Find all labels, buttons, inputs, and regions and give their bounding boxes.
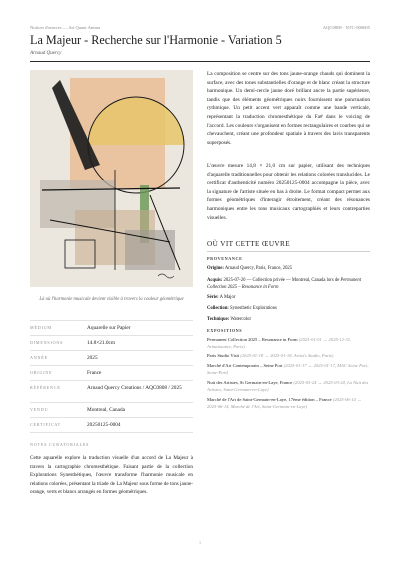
exposition-item [207, 337, 370, 351]
meta-row-year [30, 350, 193, 365]
meta-row-medium [30, 320, 193, 335]
meta-value: Aquarelle sur Papier [87, 325, 131, 331]
meta-key: DIMENSIONS [30, 340, 64, 345]
exposition-item [207, 380, 370, 394]
meta-row-dimensions [30, 335, 193, 350]
meta-row-sold [30, 402, 193, 417]
title-divider [30, 61, 370, 62]
description-paragraph-1: La composition se centre sur des tons jaune-orange chauds qui dominent la surface, avec des tones substantielles d'orange et de blanc créant la structure harmonique. Un demi-cercle jaune doré brillant ancre la partie supérieure, tandis que des éléments géométriques noirs fournissent une ponctuation rythmique. Un petit accent vert apparaît comme une bande verticale, représentant la traduction chromesthétique du Fa# dans le voicing de l'accord. Les couleurs s'organisent en formes rectangulaires et courbes qui se chevauchent, créant une profondeur spatiale à travers des lavis transparents superposés. [207, 71, 370, 146]
provenance-technique [207, 316, 370, 323]
notes-heading: NOTES CURATORIALES [30, 442, 90, 447]
meta-key: CERTIFICAT [30, 422, 61, 427]
meta-row-origin [30, 365, 193, 380]
acquired-label: Acquis: [207, 278, 223, 283]
collection-label: Collection: [207, 306, 229, 311]
meta-value: 14.8×21.0cm [87, 340, 115, 346]
exposition-detail: (2025-03-24 → 2025-03-24, La Nuit des Artistes, Saint-Germain-en-Laye) [207, 380, 369, 392]
series-label: Série: [207, 295, 219, 300]
exposition-name: Marché d'Art Contemporain – Seine Port [207, 363, 283, 368]
provenance-origin [207, 265, 370, 272]
provenance-series [207, 294, 370, 301]
metadata-table [30, 320, 193, 433]
provenance-heading: PROVENANCE [207, 256, 243, 261]
meta-key: ANNÉE [30, 355, 48, 360]
page-number: 1 [198, 540, 202, 545]
meta-key: VENDU [30, 407, 49, 412]
meta-key: MÉDIUM [30, 325, 52, 330]
technique-label: Technique: [207, 317, 230, 322]
meta-key: RÉFÉRENCE [30, 385, 61, 390]
exposition-detail: (2025-01-18 → 2025-01-18, Artist's Studio, Paris) [240, 353, 334, 358]
acquired-event: Permanent Collection 2025 – Resonance in Form [207, 278, 362, 290]
meta-row-certificate [30, 417, 193, 433]
acquired-value: 2025-07-20 — Collection privée — Montreal, Canada lors de [223, 278, 340, 283]
artwork-caption: Là où l'harmonie musicale devient visible à travers la couleur géométrique [39, 297, 184, 302]
provenance-acquired [207, 277, 370, 291]
curatorial-notes: Cette aquarelle explore la traduction visuelle d'un accord de La Majeur à travers la cartographie chromesthétique. Faisant partie de la collection Explorations Synesthétiques, l'œuvre transforme l'harmonie musicale en relations colorées, présentant la triade de La Majeur sous forme de tons jaune-orange, verts et blancs arrangés en formes géométriques. [30, 455, 193, 496]
where-divider [207, 251, 370, 252]
exposition-name: Marché de l'Art de Saint-Germain-en-Laye, 17ème édition – France [207, 397, 332, 402]
reference-code: AQC0808 · NTC-000605 [322, 25, 370, 30]
exposition-item [207, 353, 370, 360]
origin-value: Arnaud Quercy, Paris, France, 2025 [224, 266, 293, 271]
meta-value: France [87, 370, 102, 376]
provenance-collection [207, 305, 370, 312]
breadcrumb: Notices d'œuvres — Art Quant Anima [30, 25, 101, 30]
artist-name: Arnaud Quercy [30, 50, 62, 56]
meta-key: ORIGINE [30, 370, 53, 375]
exposition-detail: (2025-06-14 → 2025-06-14, Marché de l'Art, Saint-Germain-en-Laye) [207, 397, 362, 409]
meta-row-reference [30, 380, 193, 402]
collection-value: Synesthetic Explorations [230, 306, 277, 311]
exposition-name: Nuit des Artistes, St Germain-en-Laye, France [207, 380, 293, 385]
technique-value: Watercolor [230, 317, 252, 322]
meta-value: Montreal, Canada [87, 407, 125, 413]
origin-label: Origine: [207, 266, 224, 271]
artwork-image [30, 70, 193, 287]
exposition-detail: (2025-01-01 → 2025-12-31, Artnaissance, Paris) [207, 337, 352, 349]
page-title: La Majeur - Recherche sur l'Harmonie - Variation 5 [30, 33, 282, 47]
meta-value: 20250125-0004 [87, 422, 121, 428]
exposition-item [207, 363, 370, 377]
series-value: A Major [219, 295, 236, 300]
exposition-item [207, 397, 370, 411]
expositions-heading: EXPOSITIONS [207, 328, 243, 333]
description-paragraph-2: L'œuvre mesure 14,8 × 21,0 cm sur papier, utilisant des techniques d'aquarelle traditionnelles pour obtenir les relations colorées translucides. Le certificat d'authenticité numéro 20250125-0004 accompagne la pièce, avec la signature de l'artiste située en bas à droite. Le format compact permet aux formes géométriques d'interagir étroitement, créant des résonances harmoniques entre les tons musicaux cartographiés et leurs contreparties visuelles. [207, 163, 370, 221]
exposition-name: Paris Studio Visit [207, 353, 240, 358]
exposition-detail: (2025-01-17 → 2025-01-17, MAC Seine Port, Seine-Port) [207, 363, 369, 375]
where-heading: OÙ VIT CETTE ŒUVRE [207, 240, 290, 248]
exposition-name: Permanent Collection 2025 – Resonance in Form [207, 337, 298, 342]
meta-value: Arnaud Quercy Creations / AQC0808 / 2025 [87, 385, 182, 391]
meta-value: 2025 [87, 355, 98, 361]
